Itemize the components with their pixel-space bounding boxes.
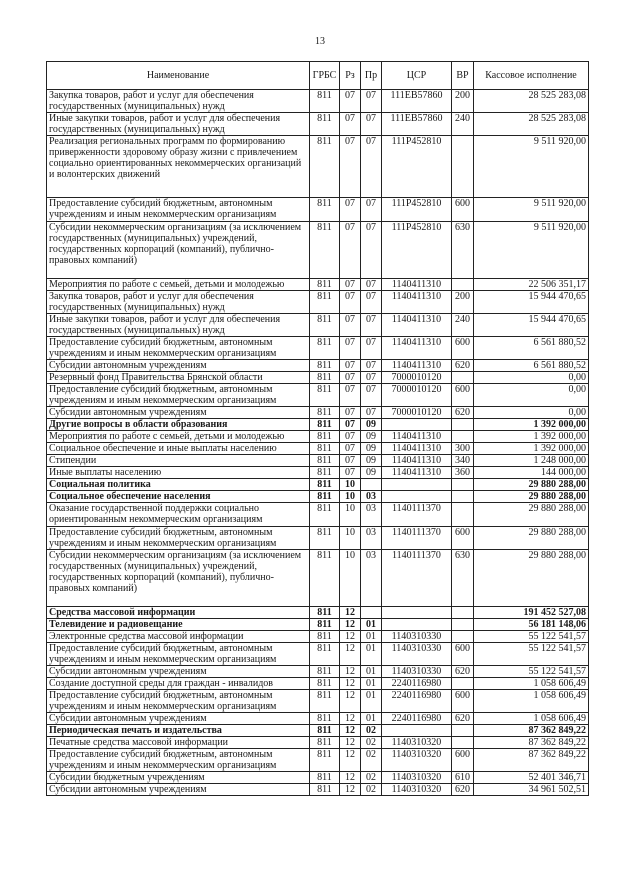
row-pr: 07 xyxy=(361,136,382,198)
row-csr: 7000010120 xyxy=(382,384,452,407)
row-pr: 07 xyxy=(361,198,382,222)
row-vr: 620 xyxy=(452,407,474,419)
row-csr: 1140411310 xyxy=(382,455,452,467)
row-csr: 1140411310 xyxy=(382,291,452,314)
row-amount: 1 058 606,49 xyxy=(474,678,589,690)
row-grbs: 811 xyxy=(310,372,340,384)
row-csr: 1140310320 xyxy=(382,772,452,784)
row-vr: 600 xyxy=(452,384,474,407)
row-grbs: 811 xyxy=(310,607,340,619)
row-rz: 10 xyxy=(340,550,361,607)
row-amount: 55 122 541,57 xyxy=(474,666,589,678)
table-row xyxy=(47,337,589,360)
row-name: Мероприятия по работе с семьей, детьми и молодежью xyxy=(47,279,310,291)
row-rz: 07 xyxy=(340,337,361,360)
row-csr: 1140310320 xyxy=(382,737,452,749)
row-amount: 1 248 000,00 xyxy=(474,455,589,467)
row-rz: 12 xyxy=(340,690,361,713)
row-pr: 07 xyxy=(361,314,382,337)
row-name: Предоставление субсидий бюджетным, автономным учреждениям и иным некоммерческим организациям xyxy=(47,643,310,666)
row-name: Социальная политика xyxy=(47,479,310,491)
row-grbs: 811 xyxy=(310,666,340,678)
row-pr: 07 xyxy=(361,90,382,113)
row-name: Социальное обеспечение населения xyxy=(47,491,310,503)
row-name: Субсидии автономным учреждениям xyxy=(47,666,310,678)
row-grbs: 811 xyxy=(310,643,340,666)
row-amount: 55 122 541,57 xyxy=(474,643,589,666)
row-grbs: 811 xyxy=(310,713,340,725)
row-grbs: 811 xyxy=(310,772,340,784)
table-row xyxy=(47,291,589,314)
table-row xyxy=(47,455,589,467)
row-vr: 240 xyxy=(452,113,474,136)
row-grbs: 811 xyxy=(310,443,340,455)
row-pr: 09 xyxy=(361,467,382,479)
row-csr: 7000010120 xyxy=(382,372,452,384)
row-csr: 1140310330 xyxy=(382,643,452,666)
row-csr xyxy=(382,725,452,737)
row-rz: 07 xyxy=(340,372,361,384)
table-row xyxy=(47,503,589,527)
table-row xyxy=(47,713,589,725)
row-csr: 1140310330 xyxy=(382,631,452,643)
row-grbs: 811 xyxy=(310,467,340,479)
row-name: Телевидение и радиовещание xyxy=(47,619,310,631)
table-row xyxy=(47,431,589,443)
row-pr xyxy=(361,479,382,491)
row-vr: 240 xyxy=(452,314,474,337)
table-row xyxy=(47,443,589,455)
row-vr: 200 xyxy=(452,291,474,314)
row-amount: 29 880 288,00 xyxy=(474,503,589,527)
row-amount: 22 506 351,17 xyxy=(474,279,589,291)
row-amount: 1 392 000,00 xyxy=(474,419,589,431)
row-csr: 1140111370 xyxy=(382,503,452,527)
row-rz: 12 xyxy=(340,713,361,725)
row-name: Печатные средства массовой информации xyxy=(47,737,310,749)
row-pr: 02 xyxy=(361,725,382,737)
row-vr xyxy=(452,279,474,291)
row-rz: 07 xyxy=(340,384,361,407)
row-vr: 600 xyxy=(452,690,474,713)
table-row xyxy=(47,527,589,550)
page-number: 13 xyxy=(315,36,325,47)
row-grbs: 811 xyxy=(310,491,340,503)
row-name: Социальное обеспечение и иные выплаты населению xyxy=(47,443,310,455)
row-name: Резервный фонд Правительства Брянской области xyxy=(47,372,310,384)
table-row xyxy=(47,372,589,384)
row-pr: 07 xyxy=(361,291,382,314)
row-grbs: 811 xyxy=(310,527,340,550)
row-vr: 630 xyxy=(452,550,474,607)
row-name: Оказание государственной поддержки социально ориентированным некоммерческим организациям xyxy=(47,503,310,527)
row-rz: 07 xyxy=(340,407,361,419)
row-grbs: 811 xyxy=(310,784,340,796)
table-row xyxy=(47,479,589,491)
row-name: Предоставление субсидий бюджетным, автономным учреждениям и иным некоммерческим организациям xyxy=(47,198,310,222)
row-rz: 12 xyxy=(340,666,361,678)
row-grbs: 811 xyxy=(310,291,340,314)
row-name: Электронные средства массовой информации xyxy=(47,631,310,643)
row-vr: 620 xyxy=(452,713,474,725)
row-amount: 191 452 527,08 xyxy=(474,607,589,619)
row-vr xyxy=(452,737,474,749)
row-pr: 07 xyxy=(361,279,382,291)
row-rz: 07 xyxy=(340,443,361,455)
table-row xyxy=(47,643,589,666)
row-name: Предоставление субсидий бюджетным, автономным учреждениям и иным некоммерческим организациям xyxy=(47,749,310,772)
row-name: Средства массовой информации xyxy=(47,607,310,619)
table-row xyxy=(47,419,589,431)
row-amount: 56 181 148,06 xyxy=(474,619,589,631)
header-row xyxy=(47,62,589,90)
header-vr: ВР xyxy=(452,62,474,90)
row-pr: 07 xyxy=(361,384,382,407)
row-grbs: 811 xyxy=(310,737,340,749)
row-pr: 02 xyxy=(361,737,382,749)
row-vr xyxy=(452,678,474,690)
row-vr xyxy=(452,372,474,384)
row-pr: 09 xyxy=(361,431,382,443)
row-name: Закупка товаров, работ и услуг для обеспечения государственных (муниципальных) нужд xyxy=(47,291,310,314)
row-pr: 01 xyxy=(361,713,382,725)
table-row xyxy=(47,619,589,631)
row-pr xyxy=(361,607,382,619)
table-row xyxy=(47,314,589,337)
row-vr xyxy=(452,419,474,431)
row-vr xyxy=(452,619,474,631)
row-vr: 600 xyxy=(452,643,474,666)
row-amount: 0,00 xyxy=(474,407,589,419)
row-csr: 1140411310 xyxy=(382,314,452,337)
row-rz: 07 xyxy=(340,198,361,222)
row-csr: 111Р452810 xyxy=(382,136,452,198)
row-pr: 07 xyxy=(361,360,382,372)
row-name: Создание доступной среды для граждан - инвалидов xyxy=(47,678,310,690)
row-name: Иные выплаты населению xyxy=(47,467,310,479)
table-row xyxy=(47,737,589,749)
row-csr: 1140411310 xyxy=(382,360,452,372)
row-csr: 1140111370 xyxy=(382,527,452,550)
row-csr: 1140310320 xyxy=(382,784,452,796)
row-amount: 1 392 000,00 xyxy=(474,431,589,443)
header-pr: Пр xyxy=(361,62,382,90)
row-pr: 07 xyxy=(361,222,382,279)
row-amount: 28 525 283,08 xyxy=(474,90,589,113)
row-rz: 07 xyxy=(340,222,361,279)
row-rz: 07 xyxy=(340,314,361,337)
row-amount: 144 000,00 xyxy=(474,467,589,479)
row-amount: 34 961 502,51 xyxy=(474,784,589,796)
row-vr: 600 xyxy=(452,749,474,772)
row-pr: 09 xyxy=(361,455,382,467)
row-rz: 07 xyxy=(340,455,361,467)
row-grbs: 811 xyxy=(310,455,340,467)
row-grbs: 811 xyxy=(310,431,340,443)
header-grbs: ГРБС xyxy=(310,62,340,90)
row-name: Закупка товаров, работ и услуг для обеспечения государственных (муниципальных) нужд xyxy=(47,90,310,113)
row-grbs: 811 xyxy=(310,198,340,222)
row-grbs: 811 xyxy=(310,113,340,136)
table-row xyxy=(47,384,589,407)
row-vr: 620 xyxy=(452,666,474,678)
row-grbs: 811 xyxy=(310,407,340,419)
row-csr: 1140411310 xyxy=(382,431,452,443)
table-row xyxy=(47,279,589,291)
row-rz: 07 xyxy=(340,291,361,314)
row-amount: 1 392 000,00 xyxy=(474,443,589,455)
table-row xyxy=(47,784,589,796)
row-grbs: 811 xyxy=(310,384,340,407)
row-pr: 07 xyxy=(361,407,382,419)
table-row xyxy=(47,467,589,479)
row-pr: 01 xyxy=(361,631,382,643)
row-vr: 630 xyxy=(452,222,474,279)
row-name: Другие вопросы в области образования xyxy=(47,419,310,431)
row-name: Иные закупки товаров, работ и услуг для обеспечения государственных (муниципальных) нужд xyxy=(47,113,310,136)
row-vr: 620 xyxy=(452,360,474,372)
row-name: Мероприятия по работе с семьей, детьми и молодежью xyxy=(47,431,310,443)
table-row xyxy=(47,678,589,690)
row-pr: 03 xyxy=(361,550,382,607)
row-name: Субсидии автономным учреждениям xyxy=(47,407,310,419)
row-name: Предоставление субсидий бюджетным, автономным учреждениям и иным некоммерческим организациям xyxy=(47,690,310,713)
row-pr: 01 xyxy=(361,619,382,631)
row-grbs: 811 xyxy=(310,360,340,372)
row-amount: 9 511 920,00 xyxy=(474,136,589,198)
row-amount: 87 362 849,22 xyxy=(474,725,589,737)
row-amount: 28 525 283,08 xyxy=(474,113,589,136)
row-name: Предоставление субсидий бюджетным, автономным учреждениям и иным некоммерческим организациям xyxy=(47,337,310,360)
row-csr: 2240116980 xyxy=(382,690,452,713)
row-rz: 12 xyxy=(340,725,361,737)
row-rz: 12 xyxy=(340,619,361,631)
row-grbs: 811 xyxy=(310,136,340,198)
row-rz: 12 xyxy=(340,607,361,619)
table-row xyxy=(47,360,589,372)
row-name: Субсидии некоммерческим организациям (за исключением государственных (муниципальных) учреждений, государственных корпораций (компаний), публично-правовых компаний) xyxy=(47,550,310,607)
row-rz: 10 xyxy=(340,503,361,527)
row-csr: 111ЕВ57860 xyxy=(382,113,452,136)
row-grbs: 811 xyxy=(310,678,340,690)
row-name: Субсидии бюджетным учреждениям xyxy=(47,772,310,784)
row-name: Субсидии автономным учреждениям xyxy=(47,713,310,725)
header-rz: Рз xyxy=(340,62,361,90)
row-rz: 12 xyxy=(340,749,361,772)
row-rz: 07 xyxy=(340,279,361,291)
row-rz: 12 xyxy=(340,643,361,666)
row-vr: 600 xyxy=(452,198,474,222)
row-pr: 01 xyxy=(361,666,382,678)
row-pr: 01 xyxy=(361,643,382,666)
row-vr: 610 xyxy=(452,772,474,784)
row-vr: 600 xyxy=(452,337,474,360)
table-row xyxy=(47,198,589,222)
row-csr xyxy=(382,491,452,503)
table-row xyxy=(47,491,589,503)
row-pr: 01 xyxy=(361,690,382,713)
row-amount: 29 880 288,00 xyxy=(474,550,589,607)
row-vr xyxy=(452,491,474,503)
row-csr: 1140411310 xyxy=(382,467,452,479)
row-amount: 6 561 880,52 xyxy=(474,360,589,372)
row-csr: 1140310320 xyxy=(382,749,452,772)
row-rz: 12 xyxy=(340,737,361,749)
row-amount: 55 122 541,57 xyxy=(474,631,589,643)
row-grbs: 811 xyxy=(310,337,340,360)
row-grbs: 811 xyxy=(310,619,340,631)
row-vr: 600 xyxy=(452,527,474,550)
row-amount: 1 058 606,49 xyxy=(474,713,589,725)
row-name: Стипендии xyxy=(47,455,310,467)
row-amount: 29 880 288,00 xyxy=(474,527,589,550)
table-row xyxy=(47,550,589,607)
row-name: Реализация региональных программ по формированию приверженности здоровому образу жизни с привлечением социально ориентированных некоммерческих организаций и волонтерских движений xyxy=(47,136,310,198)
row-rz: 10 xyxy=(340,491,361,503)
row-vr xyxy=(452,631,474,643)
row-vr: 360 xyxy=(452,467,474,479)
row-vr xyxy=(452,479,474,491)
row-amount: 9 511 920,00 xyxy=(474,198,589,222)
row-pr: 02 xyxy=(361,749,382,772)
header-amount: Кассовое исполнение xyxy=(474,62,589,90)
row-rz: 12 xyxy=(340,631,361,643)
row-amount: 15 944 470,65 xyxy=(474,291,589,314)
budget-table xyxy=(46,61,589,796)
row-amount: 29 880 288,00 xyxy=(474,491,589,503)
row-pr: 03 xyxy=(361,527,382,550)
row-vr: 620 xyxy=(452,784,474,796)
row-rz: 07 xyxy=(340,360,361,372)
table-row xyxy=(47,113,589,136)
row-name: Предоставление субсидий бюджетным, автономным учреждениям и иным некоммерческим организациям xyxy=(47,527,310,550)
row-grbs: 811 xyxy=(310,503,340,527)
row-grbs: 811 xyxy=(310,550,340,607)
row-pr: 03 xyxy=(361,491,382,503)
table-row xyxy=(47,607,589,619)
row-rz: 12 xyxy=(340,784,361,796)
row-rz: 10 xyxy=(340,527,361,550)
row-vr xyxy=(452,503,474,527)
row-name: Предоставление субсидий бюджетным, автономным учреждениям и иным некоммерческим организациям xyxy=(47,384,310,407)
row-csr: 111ЕВ57860 xyxy=(382,90,452,113)
row-pr: 02 xyxy=(361,772,382,784)
row-name: Субсидии автономным учреждениям xyxy=(47,360,310,372)
row-amount: 52 401 346,71 xyxy=(474,772,589,784)
row-vr xyxy=(452,431,474,443)
row-vr: 300 xyxy=(452,443,474,455)
row-name: Периодическая печать и издательства xyxy=(47,725,310,737)
row-vr xyxy=(452,136,474,198)
row-grbs: 811 xyxy=(310,749,340,772)
row-amount: 15 944 470,65 xyxy=(474,314,589,337)
row-csr: 1140111370 xyxy=(382,550,452,607)
row-grbs: 811 xyxy=(310,279,340,291)
table-row xyxy=(47,772,589,784)
row-amount: 87 362 849,22 xyxy=(474,749,589,772)
row-vr xyxy=(452,607,474,619)
row-pr: 09 xyxy=(361,419,382,431)
row-pr: 07 xyxy=(361,113,382,136)
row-pr: 07 xyxy=(361,337,382,360)
table-row xyxy=(47,222,589,279)
row-grbs: 811 xyxy=(310,725,340,737)
row-csr: 1140411310 xyxy=(382,443,452,455)
row-rz: 07 xyxy=(340,431,361,443)
row-pr: 02 xyxy=(361,784,382,796)
row-csr xyxy=(382,479,452,491)
row-amount: 0,00 xyxy=(474,384,589,407)
row-rz: 12 xyxy=(340,772,361,784)
row-csr: 1140411310 xyxy=(382,337,452,360)
row-pr: 07 xyxy=(361,372,382,384)
table-row xyxy=(47,690,589,713)
row-name: Субсидии некоммерческим организациям (за исключением государственных (муниципальных) учреждений, государственных корпораций (компаний), публично-правовых компаний) xyxy=(47,222,310,279)
row-csr: 2240116980 xyxy=(382,713,452,725)
row-grbs: 811 xyxy=(310,690,340,713)
table-row xyxy=(47,666,589,678)
table-row xyxy=(47,136,589,198)
row-rz: 12 xyxy=(340,678,361,690)
table-row xyxy=(47,90,589,113)
row-csr: 2240116980 xyxy=(382,678,452,690)
row-grbs: 811 xyxy=(310,479,340,491)
row-csr xyxy=(382,419,452,431)
row-rz: 07 xyxy=(340,419,361,431)
row-vr: 200 xyxy=(452,90,474,113)
row-pr: 03 xyxy=(361,503,382,527)
header-csr: ЦСР xyxy=(382,62,452,90)
row-grbs: 811 xyxy=(310,90,340,113)
row-rz: 10 xyxy=(340,479,361,491)
row-csr: 1140310330 xyxy=(382,666,452,678)
row-amount: 0,00 xyxy=(474,372,589,384)
row-amount: 9 511 920,00 xyxy=(474,222,589,279)
row-csr xyxy=(382,607,452,619)
row-rz: 07 xyxy=(340,90,361,113)
row-grbs: 811 xyxy=(310,314,340,337)
row-amount: 1 058 606,49 xyxy=(474,690,589,713)
row-csr: 111Р452810 xyxy=(382,198,452,222)
table-row xyxy=(47,407,589,419)
row-amount: 6 561 880,52 xyxy=(474,337,589,360)
row-grbs: 811 xyxy=(310,631,340,643)
row-pr: 01 xyxy=(361,678,382,690)
row-rz: 07 xyxy=(340,467,361,479)
row-csr xyxy=(382,619,452,631)
table-row xyxy=(47,749,589,772)
row-grbs: 811 xyxy=(310,419,340,431)
row-amount: 87 362 849,22 xyxy=(474,737,589,749)
table-body xyxy=(47,90,589,796)
row-rz: 07 xyxy=(340,113,361,136)
row-pr: 09 xyxy=(361,443,382,455)
row-vr xyxy=(452,725,474,737)
row-csr: 7000010120 xyxy=(382,407,452,419)
row-vr: 340 xyxy=(452,455,474,467)
table-row xyxy=(47,631,589,643)
header-name: Наименование xyxy=(47,62,310,90)
row-name: Иные закупки товаров, работ и услуг для обеспечения государственных (муниципальных) нужд xyxy=(47,314,310,337)
row-rz: 07 xyxy=(340,136,361,198)
row-csr: 111Р452810 xyxy=(382,222,452,279)
table-row xyxy=(47,725,589,737)
row-amount: 29 880 288,00 xyxy=(474,479,589,491)
row-name: Субсидии автономным учреждениям xyxy=(47,784,310,796)
row-grbs: 811 xyxy=(310,222,340,279)
row-csr: 1140411310 xyxy=(382,279,452,291)
